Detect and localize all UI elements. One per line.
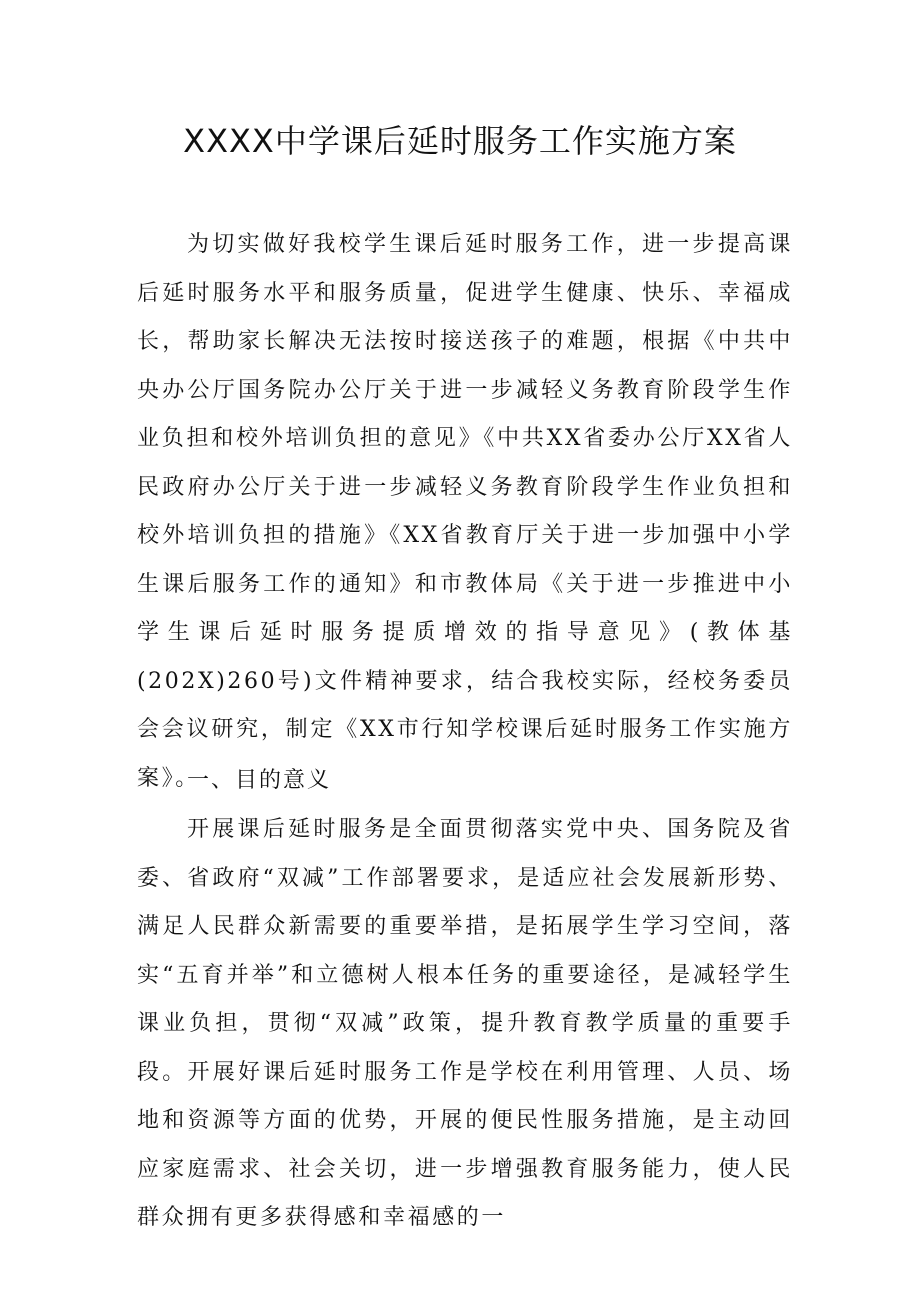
section-heading-purpose: 一、目的意义 xyxy=(187,768,332,793)
section-paragraph-purpose: 开展课后延时服务是全面贯彻落实党中央、国务院及省委、省政府“双减”工作部署要求，是适应社会发展新形势、满足人民群众新需要的重要举措，是拓展学生学习空间，落实“五育并举”和立德树人根本任务的重要途径，是减轻学生课业负担，贯彻“双减”政策，提升教育教学质量的重要手段。开展好课后延时服务工作是学校在利用管理、人员、场地和资源等方面的优势，开展的便民性服务措施，是主动回应家庭需求、社会关切，进一步增强教育服务能力，使人民群众拥有更多获得感和幸福感的一 xyxy=(137,817,793,1230)
intro-paragraph: 为切实做好我校学生课后延时服务工作，进一步提高课后延时服务水平和服务质量，促进学生健康、快乐、幸福成长，帮助家长解决无法按时接送孩子的难题，根据《中共中央办公厅国务院办公厅关于进一步减轻义务教育阶段学生作业负担和校外培训负担的意见》《中共XX省委办公厅XX省人民政府办公厅关于进一步减轻义务教育阶段学生作业负担和校外培训负担的措施》《XX省教育厅关于进一步加强中小学生课后服务工作的通知》和市教体局《关于进一步推进中小学生课后延时服务提质增效的指导意见》(教体基(202X)260号)文件精神要求，结合我校实际，经校务委员会会议研究，制定《XX市行知学校课后延时服务工作实施方案》。 xyxy=(137,232,793,791)
document-title: XXXX中学课后延时服务工作实施方案 xyxy=(183,122,737,160)
